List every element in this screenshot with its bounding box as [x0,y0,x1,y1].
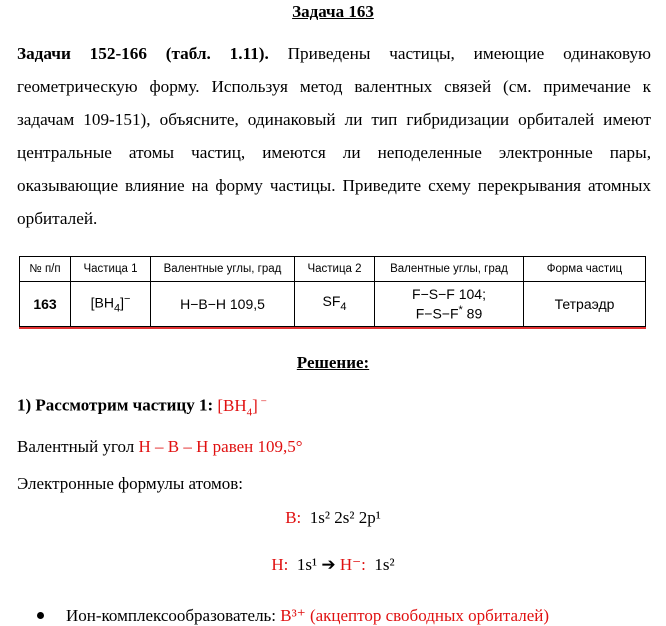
table-header: Форма частиц [524,257,646,282]
problem-title: Задача 163 [292,2,374,21]
table-header: Частица 1 [71,257,151,282]
valence-angle-line: Валентный угол H – B – H равен 109,5° [17,437,303,456]
arrow-icon: ➔ [321,555,336,574]
step-1-heading: 1) Рассмотрим частицу 1: $[BH_4]$ − [17,395,267,419]
particle-2: $SF_4$ [295,282,375,327]
row-number: 163 [20,282,71,327]
data-table [19,256,646,327]
particle-1: $[BH_4]^-$ [71,282,151,327]
table-row [20,282,646,327]
angles-1: H−B−H 109,5 [151,282,295,327]
table-header: Валентные углы, град [151,257,295,282]
table-header-row [20,257,646,282]
task-statement [17,37,651,235]
particle-shape: Тетраэдр [524,282,646,327]
data-table-wrapper [19,256,646,329]
angles-2: F−S−F 104; F−S−F* 89 [375,282,524,327]
hydrogen-config: H: 1s¹ ➔ H⁻: 1s² [271,555,395,574]
task-lead: Задачи 152-166 (табл. 1.11). [17,44,269,63]
formulas-label: Электронные формулы атомов: [17,474,244,493]
table-header: Валентные углы, град [375,257,524,282]
boron-config: B: 1s² 2s² 2p¹ [285,508,381,527]
table-header: Частица 2 [295,257,375,282]
list-item: Ион-комплексообразователь: B³⁺ (акцептор свободных орбиталей) [17,606,549,626]
table-header: № п/п [20,257,71,282]
solution-heading: Решение: [296,353,370,372]
task-text: Приведены частицы, имеющие одинаковую геометрическую форму. Используя метод валентных связей (см. примечание к задачам 109-151), объясните, одинаковый ли тип гибридизации орбиталей имеют центральные атомы частиц, имеются ли неподеленные электронные пары, оказывающие влияние на форму частицы. Приведите схему перекрывания атомных орбиталей. [17,44,651,228]
bullet-icon [37,612,44,619]
step-1-particle: $[BH_4]$ − [217,395,267,419]
